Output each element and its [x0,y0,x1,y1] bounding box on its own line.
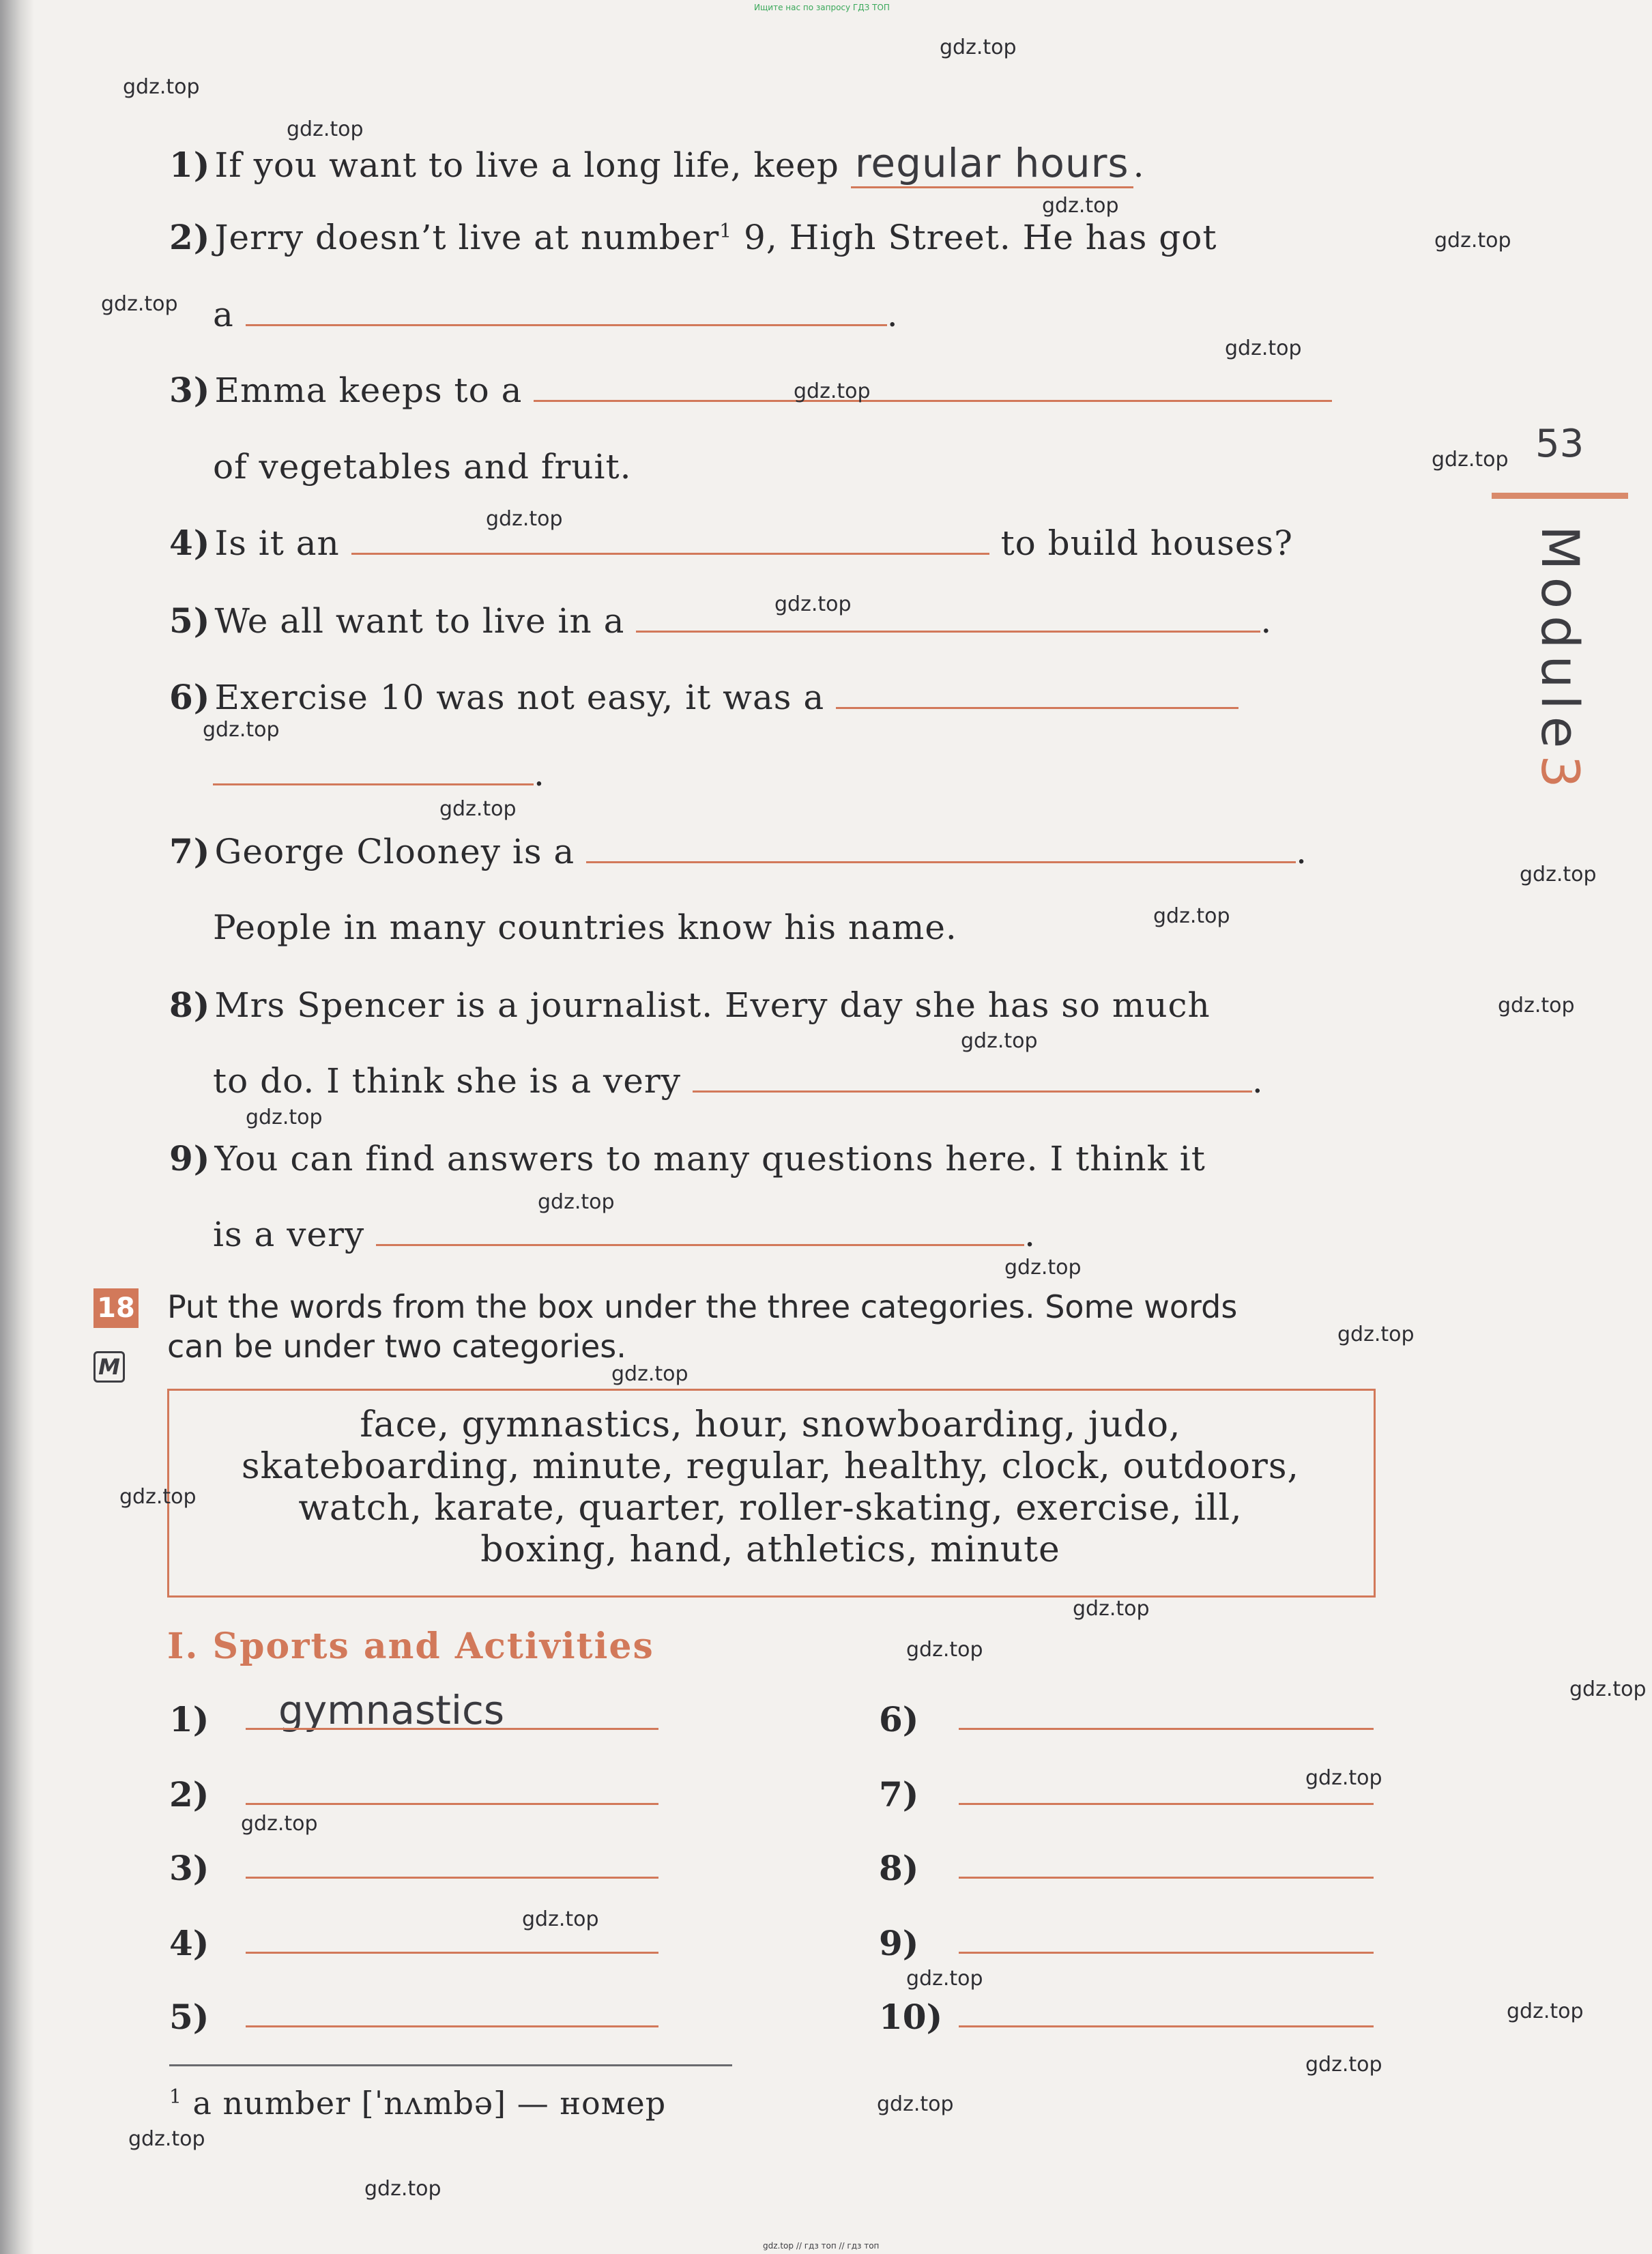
watermark: gdz.top [877,2092,954,2116]
sentence-number: 1) [169,145,211,185]
answer-blank[interactable] [246,1774,658,1805]
watermark: gdz.top [439,797,517,821]
watermark: gdz.top [123,75,200,99]
exercise-instruction [167,1287,1237,1366]
instruction-line: can be under two categories. [167,1328,626,1365]
answer-blank[interactable] [351,524,989,555]
sentence-3-line1 [169,370,1332,410]
sentence-4 [169,523,1293,563]
sentence-number: 6) [169,677,211,717]
watermark: gdz.top [203,718,280,742]
footnote-rule [169,2064,732,2066]
sentence-1 [169,140,1145,186]
word-box-line: skateboarding, minute, regular, healthy, clock, outdoors, [241,1446,1300,1487]
sentence-number: 8) [169,985,211,1025]
watermark: gdz.top [940,35,1017,59]
sentence-end: . [1024,1215,1037,1254]
footnote-mark: 1 [169,2085,182,2108]
sentence-text: If you want to live a long life, keep [214,145,839,185]
sentence-number: 3) [169,370,211,410]
answer-blank[interactable] [246,1997,658,2027]
sentence-number: 2) [169,217,211,257]
watermark: gdz.top [1305,2053,1382,2077]
sentence-8-line1 [169,985,1211,1025]
category-row-9 [879,1923,918,1963]
row-number: 8) [879,1848,919,1888]
answer-blank[interactable] [836,678,1238,709]
category-row-2 [169,1774,209,1815]
category-row-8 [879,1848,918,1888]
watermark: gdz.top [961,1029,1038,1053]
handwritten-answer[interactable]: gymnastics [278,1687,505,1733]
category-title: I. Sports and Activities [167,1626,654,1667]
answer-blank[interactable] [246,295,887,326]
sentence-text: 9, High Street. He has got [744,218,1217,257]
row-number: 4) [169,1923,209,1963]
watermark: gdz.top [1434,229,1511,252]
sentence-7-line1 [169,831,1307,871]
footnote [169,2085,666,2122]
module-number: 3 [1530,755,1591,795]
row-number: 10) [879,1997,943,2037]
sentence-9-line2 [213,1215,1036,1254]
watermark: gdz.top [1337,1323,1415,1346]
row-number: 3) [169,1848,209,1888]
watermark: gdz.top [1305,1766,1382,1790]
word-box-line: boxing, hand, athletics, minute [480,1529,1060,1570]
watermark: gdz.top [522,1907,599,1931]
category-row-7 [879,1774,918,1815]
sentence-5 [169,601,1272,641]
exercise-number-badge: 18 [93,1288,139,1328]
sentence-text: George Clooney is a [214,832,575,871]
sentence-text: is a very [213,1215,365,1254]
watermark: gdz.top [1225,336,1302,360]
answer-blank[interactable] [959,1923,1374,1954]
watermark: gdz.top [794,379,871,403]
page-binding-shadow [0,0,34,2254]
sentence-text: Is it an [214,523,340,563]
module-tab [1530,525,1591,795]
watermark: gdz.top [1004,1256,1082,1280]
category-row-4 [169,1923,209,1963]
sentence-text: You can find answers to many questions here. I think it [214,1139,1206,1179]
instruction-line: Put the words from the box under the three categories. Some words [167,1288,1238,1325]
watermark: gdz.top [1498,994,1575,1017]
sentence-end: . [886,295,899,334]
sentence-7-line2: People in many countries know his name. [213,908,957,947]
answer-blank[interactable] [376,1215,1024,1246]
watermark: gdz.top [1520,863,1597,886]
watermark: gdz.top [906,1967,983,1991]
answer-blank[interactable] [959,1848,1374,1879]
answer-blank[interactable] [959,1699,1374,1730]
top-search-link[interactable]: Ищите нас по запросу ГДЗ ТОП [754,3,890,12]
category-row-3 [169,1848,209,1888]
sentence-end: . [1133,145,1145,185]
category-row-6 [879,1699,918,1739]
page-number: 53 [1535,422,1584,466]
bottom-site-link[interactable]: gdz.top // гдз топ // гдз топ [763,2241,880,2251]
category-row-5 [169,1997,209,2037]
answer-blank[interactable] [586,833,1296,863]
sentence-text: We all want to live in a [214,601,625,641]
module-rule [1492,493,1628,499]
answer-blank[interactable] [636,602,1260,633]
sentence-8-line2 [213,1061,1264,1101]
sentence-number: 7) [169,831,211,871]
row-number: 9) [879,1923,919,1963]
watermark: gdz.top [486,507,563,531]
handwritten-answer[interactable]: regular hours [851,140,1133,188]
sentence-3-line2: of vegetables and fruit. [213,447,632,487]
watermark: gdz.top [1507,1999,1584,2023]
sentence-number: 9) [169,1138,211,1179]
workbook-m-icon: M [93,1351,125,1383]
sentence-text: to build houses? [1000,523,1293,563]
sentence-2-line2 [213,295,899,334]
answer-blank[interactable] [246,1699,658,1730]
sentence-text: a [213,295,234,334]
watermark: gdz.top [906,1638,983,1662]
sentence-text: Mrs Spencer is a journalist. Every day she has so much [214,985,1211,1025]
word-box-line: face, gymnastics, hour, snowboarding, judo, [360,1404,1181,1445]
watermark: gdz.top [287,117,364,141]
sentence-end: . [1260,601,1273,641]
watermark: gdz.top [1153,904,1230,928]
sentence-9-line1 [169,1138,1206,1179]
sentence-number: 5) [169,601,211,641]
sentence-text: to do. I think she is a very [213,1061,682,1101]
sentence-end: . [1296,832,1308,871]
answer-blank[interactable] [534,371,1332,402]
watermark: gdz.top [128,2127,205,2151]
sentence-text: Emma keeps to a [214,371,523,410]
watermark: gdz.top [119,1485,197,1509]
sentence-6-line2 [213,754,545,794]
sentence-number: 4) [169,523,211,563]
watermark: gdz.top [246,1106,323,1129]
answer-blank[interactable] [213,755,534,785]
watermark: gdz.top [364,2177,441,2201]
sentence-end: . [534,754,545,794]
sentence-end: . [1251,1061,1264,1101]
answer-blank[interactable] [959,1997,1374,2027]
module-label: Module [1530,525,1591,755]
row-number: 1) [169,1699,209,1739]
watermark: gdz.top [1042,194,1119,218]
watermark: gdz.top [101,292,178,316]
row-number: 2) [169,1774,209,1815]
watermark: gdz.top [774,592,852,616]
category-row-10 [879,1997,942,2037]
watermark: gdz.top [1569,1677,1647,1701]
sentence-2-line1 [169,217,1217,257]
word-box-line: watch, karate, quarter, roller-skating, exercise, ill, [298,1488,1243,1529]
watermark: gdz.top [241,1812,318,1836]
row-number: 6) [879,1699,919,1739]
word-box-text [167,1404,1374,1571]
watermark: gdz.top [538,1190,615,1214]
row-number: 7) [879,1774,919,1815]
sentence-text: Jerry doesn’t live at number [214,218,720,257]
category-row-1 [169,1687,505,1739]
footnote-text: a number [ˈnʌmbə] — номер [192,2085,667,2122]
row-number: 5) [169,1997,209,2037]
answer-blank[interactable] [693,1062,1252,1093]
watermark: gdz.top [1073,1597,1150,1621]
sentence-text: Exercise 10 was not easy, it was a [214,678,825,717]
footnote-ref: 1 [719,219,733,242]
answer-blank[interactable] [246,1848,658,1879]
watermark: gdz.top [611,1362,689,1386]
sentence-6-line1 [169,677,1238,717]
watermark: gdz.top [1432,448,1509,472]
